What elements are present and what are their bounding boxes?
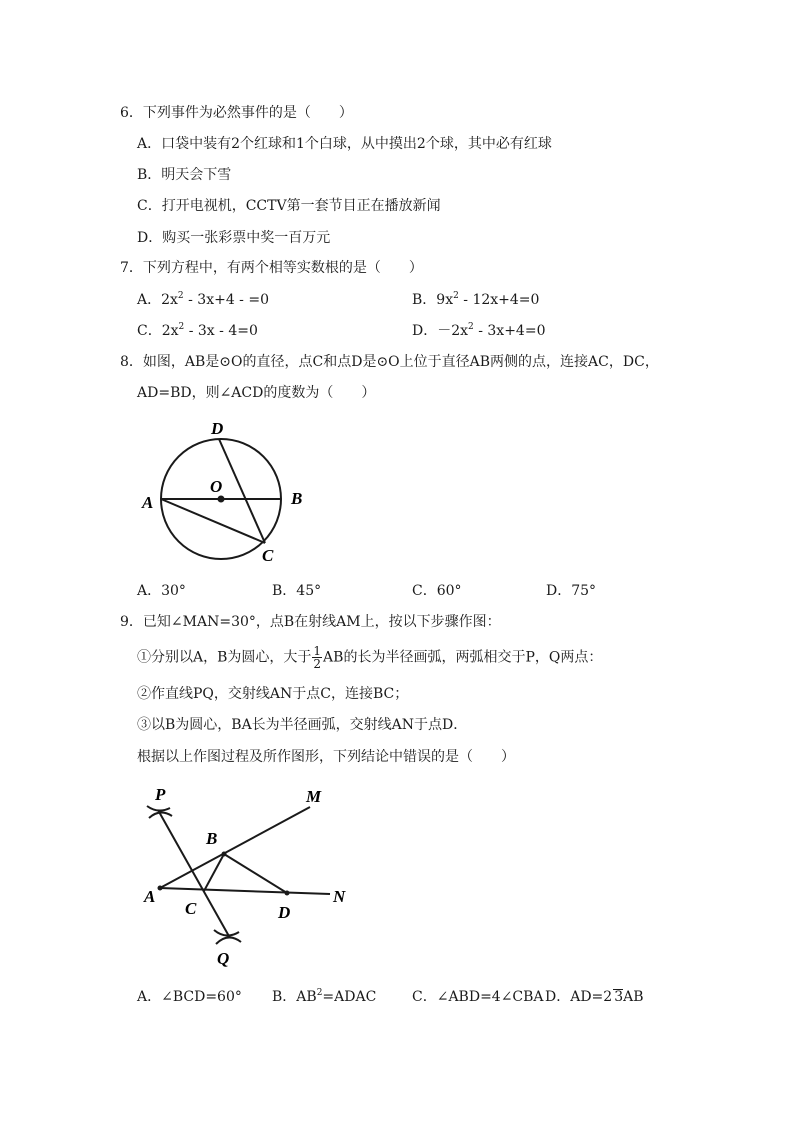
label-n: N	[333, 887, 346, 906]
q7-option-d	[412, 321, 545, 341]
label-p: P	[155, 785, 166, 804]
q9-d-post: AB	[623, 989, 644, 1005]
q6-stem: 6．下列事件为必然事件的是（ ）	[120, 105, 353, 121]
label-d: D	[211, 419, 224, 438]
q6-option-b: B．明天会下雪	[137, 167, 232, 183]
label-m: M	[306, 787, 322, 806]
q7-option-c	[137, 321, 258, 341]
q7-c-post: - 3x - 4=0	[184, 323, 258, 339]
label-o: O	[210, 477, 223, 496]
q9-step2: ②作直线PQ，交射线AN于点C，连接BC；	[137, 686, 409, 702]
q9-b-pre: B．AB	[272, 989, 317, 1005]
fraction-numerator: 1	[313, 644, 322, 658]
q7-c-pre: C．2x	[137, 323, 179, 339]
center-point	[218, 496, 225, 503]
label-c: C	[262, 546, 274, 565]
q6-option-a: A．口袋中装有2个红球和1个白球，从中摸出2个球，其中必有红球	[137, 136, 552, 152]
q8-option-a: A．30°	[137, 583, 186, 599]
q7-d-pre: D．－2x	[412, 323, 469, 339]
q9-construction-figure	[138, 778, 360, 972]
point-b	[222, 852, 227, 857]
q8-option-d: D．75°	[546, 583, 597, 599]
q9-step1-pre: ①分别以A，B为圆心，大于	[137, 649, 312, 666]
q7-a-post: - 3x+4 - =0	[183, 292, 269, 308]
q9-option-b	[272, 987, 376, 1007]
point-a	[158, 886, 163, 891]
q7-a-pre: A．2x	[137, 292, 178, 308]
arc-mark-p	[147, 806, 172, 818]
q7-d-exp: 2	[468, 322, 474, 332]
label-a: A	[144, 887, 156, 906]
q9-b-post: =ADAC	[322, 989, 377, 1005]
label-q: Q	[217, 949, 230, 968]
ray-am	[160, 807, 310, 888]
q8-stem-line2: AD=BD，则∠ACD的度数为（ ）	[137, 385, 376, 401]
q9-option-a: A．∠BCD=60°	[137, 989, 242, 1005]
q8-circle-figure	[130, 410, 320, 570]
segment-bd	[224, 854, 287, 893]
q7-c-exp: 2	[178, 322, 185, 332]
q9-step1	[137, 645, 602, 670]
fraction-denominator: 2	[313, 657, 322, 671]
q9-question: 根据以上作图过程及所作图形，下列结论中错误的是（ ）	[137, 749, 515, 765]
q7-stem: 7．下列方程中，有两个相等实数根的是（ ）	[120, 260, 423, 276]
q6-option-d: D．购买一张彩票中奖一百万元	[137, 230, 331, 246]
label-b: B	[291, 489, 303, 508]
q9-step1-post: AB的长为半径画弧，两弧相交于P，Q两点：	[323, 649, 603, 666]
label-d: D	[278, 903, 291, 922]
ray-an	[160, 888, 330, 894]
q7-b-pre: B．9x	[412, 292, 454, 308]
q7-b-exp: 2	[453, 291, 459, 301]
q7-option-b	[412, 290, 539, 310]
point-d	[285, 891, 290, 896]
fraction-one-half	[312, 645, 322, 670]
q6-option-c: C．打开电视机，CCTV第一套节目正在播放新闻	[137, 198, 441, 214]
q9-step3: ③以B为圆心，BA长为半径画弧，交射线AN于点D．	[137, 717, 468, 733]
label-a: A	[142, 493, 154, 512]
q7-a-exp: 2	[177, 291, 184, 301]
sqrt-radicand: 3	[614, 989, 624, 1005]
q8-stem-line1: 8．如图，AB是⊙O的直径，点C和点D是⊙O上位于直径AB两侧的点，连接AC，DC，	[120, 354, 659, 370]
q7-option-a	[137, 290, 269, 310]
q9-option-d	[545, 987, 644, 1007]
label-c: C	[185, 899, 197, 918]
q7-b-post: - 12x+4=0	[458, 292, 540, 308]
q8-option-c: C．60°	[412, 583, 462, 599]
q9-stem: 9．已知∠MAN=30°，点B在射线AM上，按以下步骤作图：	[120, 614, 501, 630]
sqrt-three	[613, 989, 623, 1004]
q9-b-exp: 2	[316, 988, 323, 998]
q7-d-post: - 3x+4=0	[473, 323, 546, 339]
label-b: B	[206, 829, 218, 848]
line-pq	[158, 810, 230, 938]
q8-option-b: B．45°	[272, 583, 322, 599]
q9-option-c: C．∠ABD=4∠CBA	[412, 989, 544, 1005]
q9-d-pre: D．AD=2	[545, 989, 613, 1005]
